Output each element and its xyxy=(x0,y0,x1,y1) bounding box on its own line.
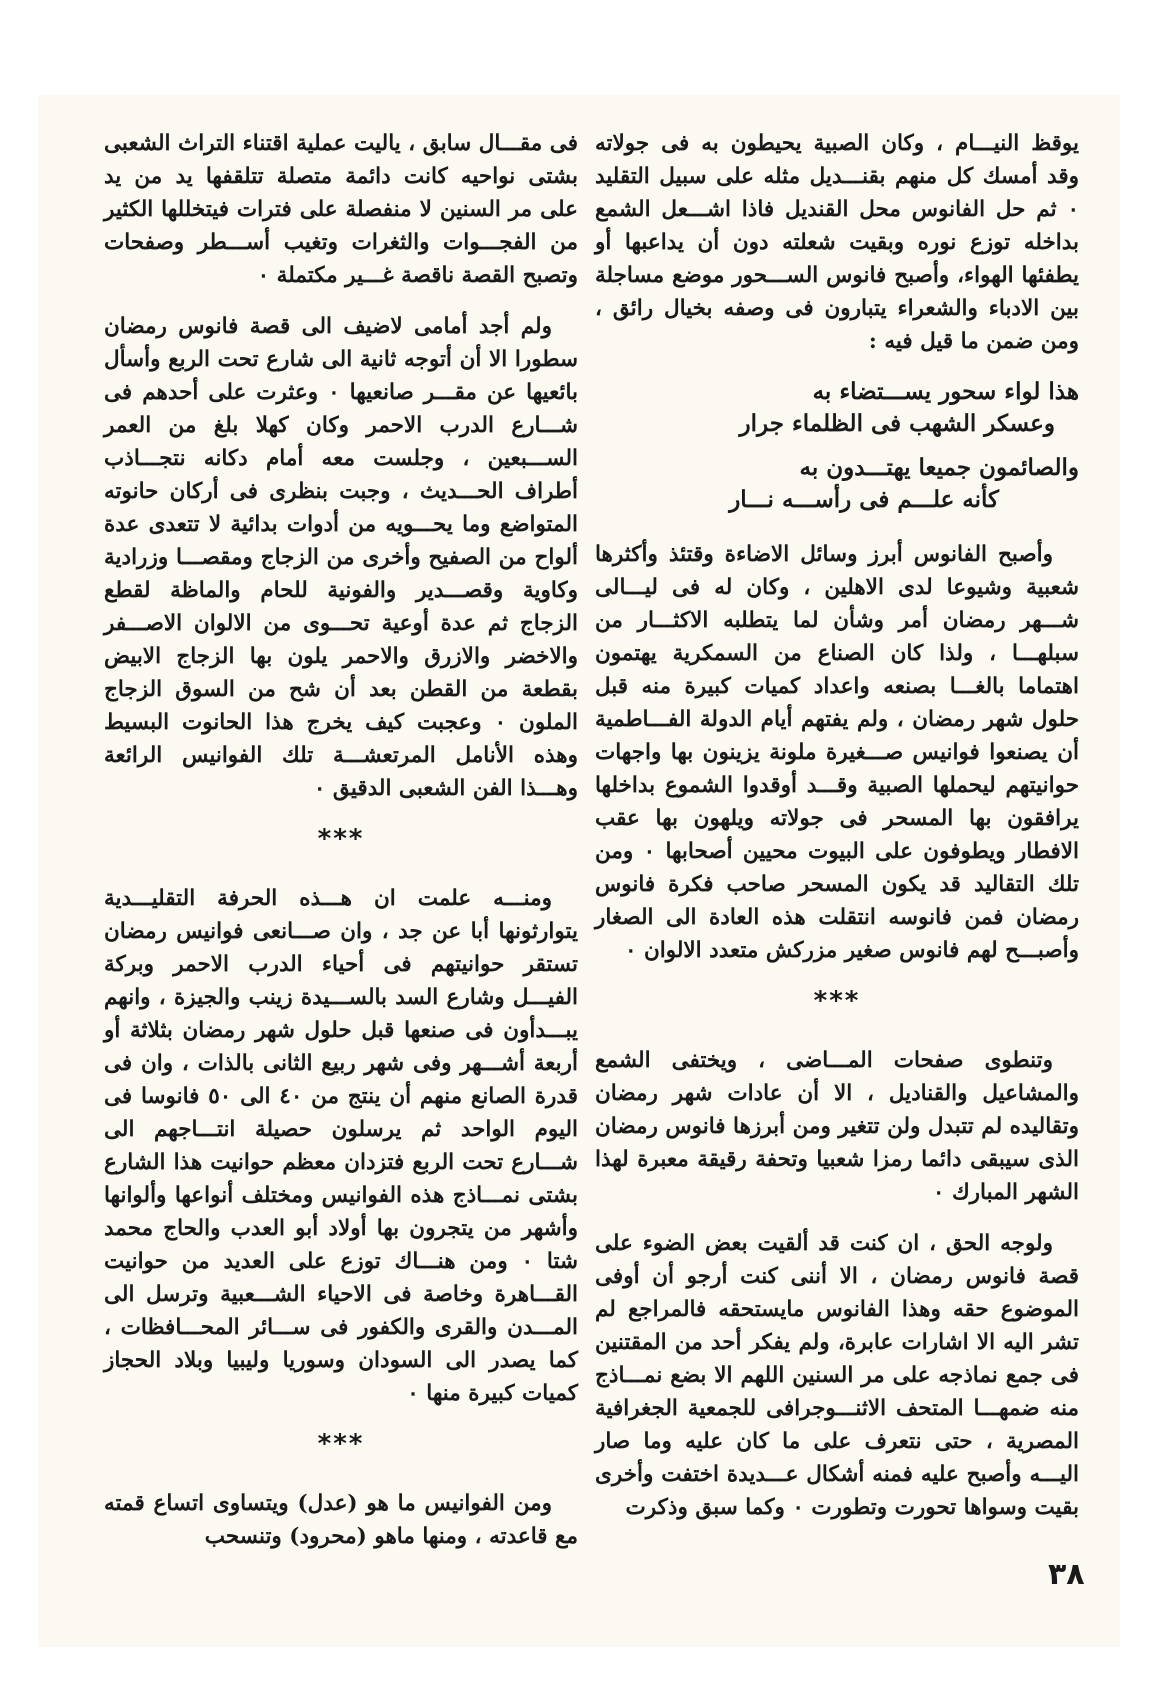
page-number: ٣٨ xyxy=(1048,1557,1085,1592)
paragraph: ومنـــه علمت ان هـــذه الحرفة التقليـــدية يتوارثونها أبا عن جد ، وان صـــانعى فوانيس رمضان تستقر حوانيتهم فى أحياء الدرب الاحمر وبركة الفيـــل وشارع السد بالســـيدة زينب والجيزة ، وانهم يبـــدأون فى صنعها قبل حلول شهر رمضان بثلاثة أو أربعة أشـــهر وفى شهر ربيع الثانى بالذات ، وان فى قدرة الصانع منهم أن ينتج من ٤٠ الى ٥٠ فانوسا فى اليوم الواحد ثم يرسلون حصيلة انتـــاجهم الى شـــارع تحت الربع فتزدان معظم حوانيت هذا الشارع بشتى نمـــاذج هذه الفوانيس ومختلف أنواعها وألوانها وأشهر من يتجرون بها أولاد أبو العدب والحاج محمد شتا ٠ ومن هنـــاك توزع على العديد من حوانيت القـــاهرة وخاصة فى الاحياء الشـــعبية وترسل الى المـــدن والقرى والكفور فى ســـائر المحـــافظات ، كما يصدر الى السودان وسوريا وليبيا وبلاد الحجاز كميات كبيرة منها ٠ xyxy=(104,886,578,1406)
section-divider: *** xyxy=(317,824,365,854)
poem-line: هذا لواء سحور يســـتضاء به xyxy=(812,378,1079,405)
paragraph: يوقظ النيـــام ، وكان الصبية يحيطون به فى جولاته وقد أمسك كل منهم بقنـــديل مثله على سبيل التقليد ٠ ثم حل الفانوس محل القنديل فاذا اشـــعل الشمع بداخله توزع نوره وبقيت شعلته دون أن يداعبها أو يطفئها الهواء، وأصبح فانوس الســـحور موضع مساجلة بين الادباء والشعراء يتبارون فى وصفه بخيال رائق ، ومن ضمن ما قيل فيه : xyxy=(595,131,1079,354)
section-divider: *** xyxy=(813,986,861,1016)
paragraph: فى مقـــال سابق ، ياليت عملية اقتناء التراث الشعبى بشتى نواحيه كانت دائمة متصلة تتلقفها يد من يد على مر السنين لا منفصلة على فترات فيتخللها الكثير من الفجـــوات والثغرات وتغيب أســـطر وصفحات وتصبح القصة ناقصة غـــير مكتملة ٠ xyxy=(104,131,578,288)
section-divider: *** xyxy=(317,1429,365,1459)
poem-line: كأنه علـــم فى رأســـه نـــار xyxy=(729,486,999,513)
poem-line: والصائمون جميعا يهتـــدون به xyxy=(799,454,1079,481)
paragraph: ولوجه الحق ، ان كنت قد ألقيت بعض الضوء على قصة فانوس رمضان ، الا أننى كنت أرجو أن أوفى الموضوع حقه وهذا الفانوس مايستحقه فالمراجع لم تشر اليه الا اشارات عابرة، ولم يفكر أحد من المقتنين فى جمع نماذجه على مر السنين اللهم الا بضع نمـــاذج منه ضمهـــا المتحف الاثنـــوجرافى للجمعية الجغرافية المصرية ، حتى نتعرف على ما كان عليه وما صار اليـــه وأصبح عليه فمنه أشكال عـــديدة اختفت وأخرى بقيت وسواها تحورت وتطورت ٠ وكما سبق وذكرت xyxy=(595,1231,1079,1520)
poem-verses xyxy=(595,376,1079,516)
poem-line: وعسكر الشهب فى الظلماء جرار xyxy=(739,410,1055,437)
magazine-page xyxy=(38,95,1120,1647)
right-column xyxy=(595,127,1079,1542)
paragraph: وتنطوى صفحات المـــاضى ، ويختفى الشمع والمشاعيل والقناديل ، الا أن عادات شهر رمضان وتقاليده لم تتبدل ولن تتغير ومن أبرزها فانوس رمضان الذى سيبقى دائما رمزا شعبيا وتحفة رقيقة معبرة لهذا الشهر المبارك ٠ xyxy=(595,1048,1079,1205)
paragraph: ومن الفوانيس ما هو (عدل) ويتساوى اتساع قمته مع قاعدته ، ومنها ماهو (محرود) وتنسحب xyxy=(104,1491,578,1549)
paragraph: وأصبح الفانوس أبرز وسائل الاضاءة وقتئذ وأكثرها شعبية وشيوعا لدى الاهلين ، وكان له فى ليـــالى شـــهر رمضان أمر وشأن لما يتطلبه الاكثـــار من سبلهـــا ، ولذا كان الصناع من السمكرية يهتمون اهتماما بالغـــا بصنعه واعداد كميات كبيرة منه قبل حلول شهر رمضان ، ولم يفتهم أيام الدولة الفـــاطمية أن يصنعوا فوانيس صـــغيرة ملونة يزينون بها واجهات حوانيتهم ليحملها الصبية وقـــد أوقدوا الشموع بداخلها يرافقون بها المسحر فى جولاته ويلهون بها عقب الافطار ويطوفون على البيوت محيين أصحابها ٠ ومن تلك التقاليد قد يكون المسحر صاحب فكرة فانوس رمضان فمن فانوسه انتقلت هذه العادة الى الصغار وأصبـــح لهم فانوس صغير مزركش متعدد الالوان ٠ xyxy=(595,542,1079,963)
paragraph: ولم أجد أمامى لاضيف الى قصة فانوس رمضان سطورا الا أن أتوجه ثانية الى شارع تحت الربع وأسأل بائعيها عن مقـــر صانعيها ٠ وعثرت على أحدهم فى شـــارع الدرب الاحمر وكان كهلا بلغ من العمر الســـبعين ، وجلست معه أمام دكانه نتجـــاذب أطراف الحـــديث ، وجبت بنظرى فى أركان حانوته المتواضع وما يحـــويه من أدوات بدائية لا تتعدى عدة ألواح من الصفيح وأخرى من الزجاج ومقصـــا وزرادية وكاوية وقصـــدير والفونية للحام والماظة لقطع الزجاج ثم عدة أوعية تحـــوى من الالوان الاصـــفر والاخضر والازرق والاحمر يلون بها الزجاج الابيض بقطعة من القطن بعد أن شح من السوق الزجاج الملون ٠ وعجبت كيف يخرج هذا الحانوت البسيط وهذه الأنامل المرتعشـــة تلك الفوانيس الرائعة وهـــذا الفن الشعبى الدقيق ٠ xyxy=(104,314,578,801)
left-column xyxy=(104,127,578,1571)
